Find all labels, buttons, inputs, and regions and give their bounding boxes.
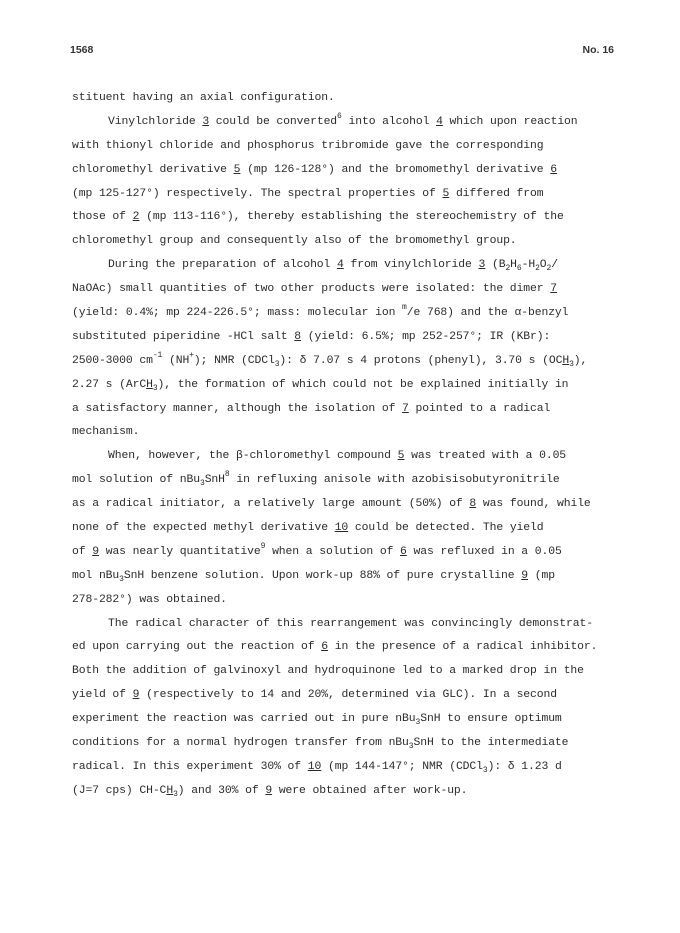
text-run: was treated with a 0.05 [404, 450, 567, 463]
issue-number: No. 16 [582, 44, 614, 56]
compound-number: 7 [550, 283, 557, 296]
compound-number: 2 [132, 211, 140, 224]
text-line [72, 302, 632, 326]
text-run: H [510, 259, 517, 272]
text-run: (NH [162, 354, 190, 367]
compound-number: 6 [400, 545, 407, 558]
text-run: (yield: 0.4%; mp 224-226.5°; mass: molecular ion [72, 307, 403, 320]
subscript: 3 [408, 742, 414, 752]
text-run: radical. In this experiment 30% of [72, 760, 308, 773]
text-line [72, 374, 632, 398]
text-line [72, 469, 632, 493]
subscript: 3 [152, 383, 158, 393]
text-run: 278-282°) was obtained. [72, 593, 227, 606]
compound-number: 6 [550, 163, 557, 176]
compound-number: 9 [92, 545, 99, 558]
text-run: those of [72, 211, 133, 224]
text-line [72, 445, 632, 469]
text-run: The radical character of this rearrangement was convincingly demonstrat- [108, 617, 593, 630]
text-run: 2.27 s (ArC [72, 378, 147, 391]
text-run: During the preparation of alcohol [108, 259, 338, 272]
text-run: none of the expected methyl derivative [72, 522, 335, 535]
subscript: 3 [173, 789, 178, 799]
text-run: in the presence of a radical inhibitor. [327, 641, 598, 654]
text-line [72, 732, 632, 756]
text-line [72, 613, 632, 637]
text-run: mol solution of nBu [72, 474, 200, 487]
superscript: -1 [152, 350, 163, 360]
compound-number: 3 [202, 115, 210, 128]
text-run: O [539, 259, 547, 272]
text-run: in refluxing anisole with azobisisobutyronitrile [229, 474, 560, 487]
compound-number: 8 [294, 330, 302, 343]
text-run: substituted piperidine -HCl salt [72, 330, 295, 343]
text-line [72, 111, 632, 135]
text-run: (mp 113-116°), thereby establishing the stereochemistry of the [139, 211, 564, 224]
text-line [72, 565, 632, 589]
text-run: (mp 125-127°) respectively. The spectral properties of [72, 187, 443, 200]
text-run: SnH to ensure optimum [420, 713, 562, 726]
compound-number: 6 [321, 641, 328, 654]
text-run: ) and 30% of [177, 784, 266, 797]
text-run: which upon reaction [442, 115, 578, 128]
text-run: NaOAc) small quantities of two other products were isolated: the dimer [72, 283, 551, 296]
text-run: 2500-3000 cm [72, 354, 153, 367]
text-run: ): δ 1.23 d [487, 760, 562, 773]
text-run: Both the addition of galvinoxyl and hydroquinone led to a marked drop in the [72, 665, 584, 678]
subscript: 3 [119, 574, 124, 584]
compound-number: 4 [436, 115, 443, 128]
text-line [72, 780, 632, 804]
subscript: 2 [546, 264, 552, 274]
superscript: 6 [337, 111, 342, 121]
text-run: /e 768) and the α-benzyl [406, 307, 569, 320]
text-run: ): δ 7.07 s 4 protons (phenyl), 3.70 s (OC [279, 354, 563, 367]
text-run: SnH [204, 474, 225, 487]
text-line [72, 589, 632, 613]
text-run: into alcohol [341, 115, 437, 128]
text-run: -H [521, 259, 536, 272]
compound-number: 9 [132, 689, 140, 702]
compound-number: 5 [233, 163, 241, 176]
text-run: was found, while [476, 498, 591, 511]
compound-number: 9 [521, 569, 529, 582]
compound-number: H [146, 378, 153, 391]
text-line [72, 278, 632, 302]
text-run: (mp 144-147°; NMR (CDCl [321, 760, 483, 773]
text-run: (mp [528, 569, 555, 582]
text-line [72, 708, 632, 732]
text-run: mol nBu [72, 569, 120, 582]
text-run: was nearly quantitative [98, 545, 261, 558]
text-line [72, 517, 632, 541]
text-run: conditions for a normal hydrogen transfer from nBu [72, 737, 409, 750]
subscript: 6 [516, 264, 522, 274]
compound-number: 9 [265, 784, 273, 797]
compound-number: H [166, 784, 174, 797]
text-run: as a radical initiator, a relatively large amount (50%) of [72, 498, 470, 511]
text-line [72, 756, 632, 780]
text-run: SnH to the intermediate [413, 737, 569, 750]
text-run: chloromethyl group and consequently also of the bromomethyl group. [72, 235, 517, 248]
compound-number: 5 [442, 187, 450, 200]
text-run: of [72, 545, 93, 558]
text-line [72, 493, 632, 517]
superscript: m [402, 303, 407, 313]
text-run: differed from [449, 187, 544, 200]
text-run: chloromethyl derivative [72, 163, 234, 176]
subscript: 3 [274, 359, 280, 369]
text-run: (respectively to 14 and 20%, determined via GLC). In a second [139, 689, 557, 702]
text-run: ), the formation of which could not be explained initially in [157, 378, 569, 391]
subscript: 2 [505, 264, 511, 274]
text-line [72, 684, 632, 708]
text-run: with thionyl chloride and phosphorus tribromide gave the corresponding [72, 139, 544, 152]
subscript: 2 [535, 264, 540, 274]
subscript: 3 [482, 765, 488, 775]
compound-number: 10 [307, 760, 322, 773]
text-run: were obtained after work-up. [272, 784, 468, 797]
text-run: (mp 126-128°) and the bromomethyl derivative [240, 163, 551, 176]
text-run: ed upon carrying out the reaction of [72, 641, 322, 654]
text-run: experiment the reaction was carried out in pure nBu [72, 713, 416, 726]
compound-number: 8 [469, 498, 477, 511]
superscript: 9 [260, 541, 266, 551]
text-line [72, 421, 632, 445]
text-line [72, 87, 632, 111]
subscript: 3 [415, 718, 421, 728]
text-line [72, 159, 632, 183]
text-line [72, 183, 632, 207]
compound-number: 4 [337, 259, 344, 272]
text-run: a satisfactory manner, although the isolation of [72, 402, 403, 415]
compound-number: H [562, 354, 570, 367]
text-run: pointed to a radical [408, 402, 551, 415]
text-run: (yield: 6.5%; mp 252-257°; IR (KBr): [301, 330, 551, 343]
text-run: When, however, the β-chloromethyl compound [108, 450, 398, 463]
text-run: when a solution of [265, 545, 401, 558]
text-run: ); NMR (CDCl [193, 354, 275, 367]
text-run: was refluxed in a 0.05 [406, 545, 562, 558]
text-line [72, 541, 632, 565]
text-run: SnH benzene solution. Upon work-up 88% of pure crystalline [123, 569, 522, 582]
superscript: + [189, 350, 194, 360]
text-line [72, 350, 632, 374]
text-line [72, 326, 632, 350]
text-line [72, 230, 632, 254]
text-line [72, 135, 632, 159]
text-run: could be converted [209, 115, 338, 128]
text-run: Vinylchloride [108, 115, 203, 128]
compound-number: 3 [478, 259, 486, 272]
text-run: yield of [72, 689, 133, 702]
text-run: (B [485, 259, 506, 272]
compound-number: 5 [397, 450, 405, 463]
text-line [72, 660, 632, 684]
text-run: / [551, 259, 558, 272]
subscript: 3 [199, 479, 205, 489]
text-line [72, 636, 632, 660]
text-run: stituent having an axial configuration. [72, 92, 335, 104]
article-body [72, 87, 632, 804]
text-line [72, 206, 632, 230]
text-run: (J=7 cps) CH-C [72, 784, 167, 797]
text-run: ), [573, 354, 588, 367]
compound-number: 7 [402, 402, 409, 415]
text-run: from vinylchloride [343, 259, 479, 272]
superscript: 8 [224, 470, 230, 480]
compound-number: 10 [334, 522, 349, 535]
text-run: could be detected. The yield [348, 522, 544, 535]
text-run: mechanism. [72, 426, 140, 439]
text-line [72, 398, 632, 422]
page-number: 1568 [70, 44, 94, 56]
subscript: 3 [569, 359, 574, 369]
text-line [72, 254, 632, 278]
